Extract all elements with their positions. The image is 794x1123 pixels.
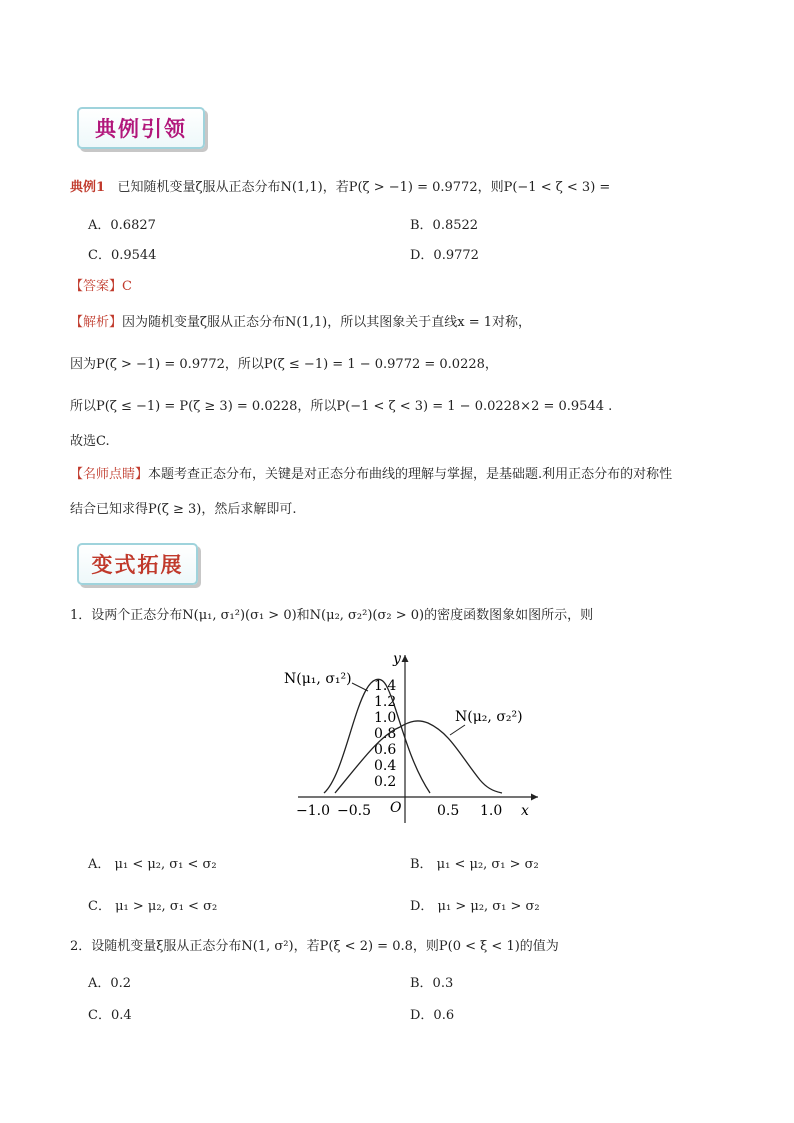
y-tick: 0.6 bbox=[374, 742, 397, 758]
x-tick: 0.5 bbox=[437, 803, 460, 819]
q2-option-c: C．0.4 bbox=[88, 1008, 132, 1023]
curve-1-leader bbox=[352, 683, 368, 691]
q1-option-b: B． μ₁ < μ₂, σ₁ > σ₂ bbox=[410, 857, 539, 872]
answer-value: C bbox=[122, 279, 132, 294]
q2-option-d: D．0.6 bbox=[410, 1008, 455, 1023]
y-tick: 0.8 bbox=[374, 726, 397, 742]
x-tick: 1.0 bbox=[480, 803, 503, 819]
q2-option-b: B．0.3 bbox=[410, 976, 454, 991]
example1-tag: 典例1 bbox=[70, 180, 106, 195]
analysis-line-3: 所以P(ζ ≤ −1) = P(ζ ≥ 3) = 0.0228，所以P(−1 < ζ < 3) = 1 − 0.0228×2 = 0.9544 . bbox=[70, 399, 613, 414]
y-axis-label: y bbox=[393, 651, 401, 667]
comment-text-1: 本题考查正态分布，关键是对正态分布曲线的理解与掌握，是基础题.利用正态分布的对称性 bbox=[148, 467, 673, 482]
analysis-tag: 【解析】 bbox=[70, 315, 123, 330]
normal-density-figure bbox=[280, 645, 550, 830]
curve-1-label: N(μ₁, σ₁²) bbox=[284, 671, 352, 687]
section-banner-variant: 变式拓展 bbox=[77, 543, 198, 585]
x-tick: −0.5 bbox=[337, 803, 371, 819]
comment-line-2: 结合已知求得P(ζ ≥ 3)，然后求解即可. bbox=[70, 502, 297, 517]
example1-option-a: A．0.6827 bbox=[88, 218, 156, 233]
comment-line-1 bbox=[70, 465, 672, 485]
analysis-line-1 bbox=[70, 313, 531, 333]
x-axis-label: x bbox=[521, 803, 529, 819]
y-tick: 0.4 bbox=[374, 758, 397, 774]
y-tick: 1.4 bbox=[374, 678, 397, 694]
comment-tag: 【名师点睛】 bbox=[70, 467, 149, 482]
x-tick: −1.0 bbox=[296, 803, 330, 819]
example1-option-d: D．0.9772 bbox=[410, 248, 479, 263]
q1-option-c: C． μ₁ > μ₂, σ₁ < σ₂ bbox=[88, 899, 218, 914]
curve-2-label: N(μ₂, σ₂²) bbox=[455, 709, 523, 725]
q1-option-d: D． μ₁ > μ₂, σ₁ > σ₂ bbox=[410, 899, 540, 914]
q2-stem: 2．设随机变量ξ服从正态分布N(1, σ²)，若P(ξ < 2) = 0.8，则P(0 < ξ < 1)的值为 bbox=[70, 939, 559, 954]
curve-2-leader bbox=[450, 725, 465, 735]
y-tick: 0.2 bbox=[374, 774, 397, 790]
y-tick: 1.0 bbox=[374, 710, 397, 726]
example1-option-b: B．0.8522 bbox=[410, 218, 479, 233]
q1-stem: 1．设两个正态分布N(μ₁, σ₁²)(σ₁ > 0)和N(μ₂, σ₂²)(σ₂ > 0)的密度函数图象如图所示，则 bbox=[70, 608, 594, 623]
section-banner-example: 典例引领 bbox=[77, 107, 205, 149]
conclusion-line: 故选C. bbox=[70, 434, 110, 449]
example1-line bbox=[70, 178, 610, 198]
answer-line bbox=[70, 277, 132, 297]
curve-2 bbox=[335, 721, 502, 793]
example1-stem: 已知随机变量ζ服从正态分布N(1,1)，若P(ζ > −1) = 0.9772，则P(−1 < ζ < 3) = bbox=[117, 180, 611, 195]
answer-tag: 【答案】 bbox=[70, 279, 123, 294]
analysis-text-1: 因为随机变量ζ服从正态分布N(1,1)，所以其图象关于直线x = 1对称， bbox=[122, 315, 532, 330]
analysis-line-2: 因为P(ζ > −1) = 0.9772，所以P(ζ ≤ −1) = 1 − 0.9772 = 0.0228， bbox=[70, 357, 498, 372]
example1-option-c: C．0.9544 bbox=[88, 248, 157, 263]
y-tick: 1.2 bbox=[374, 694, 397, 710]
q1-option-a: A． μ₁ < μ₂, σ₁ < σ₂ bbox=[88, 857, 217, 872]
origin-label: O bbox=[390, 800, 402, 816]
q2-option-a: A．0.2 bbox=[88, 976, 132, 991]
